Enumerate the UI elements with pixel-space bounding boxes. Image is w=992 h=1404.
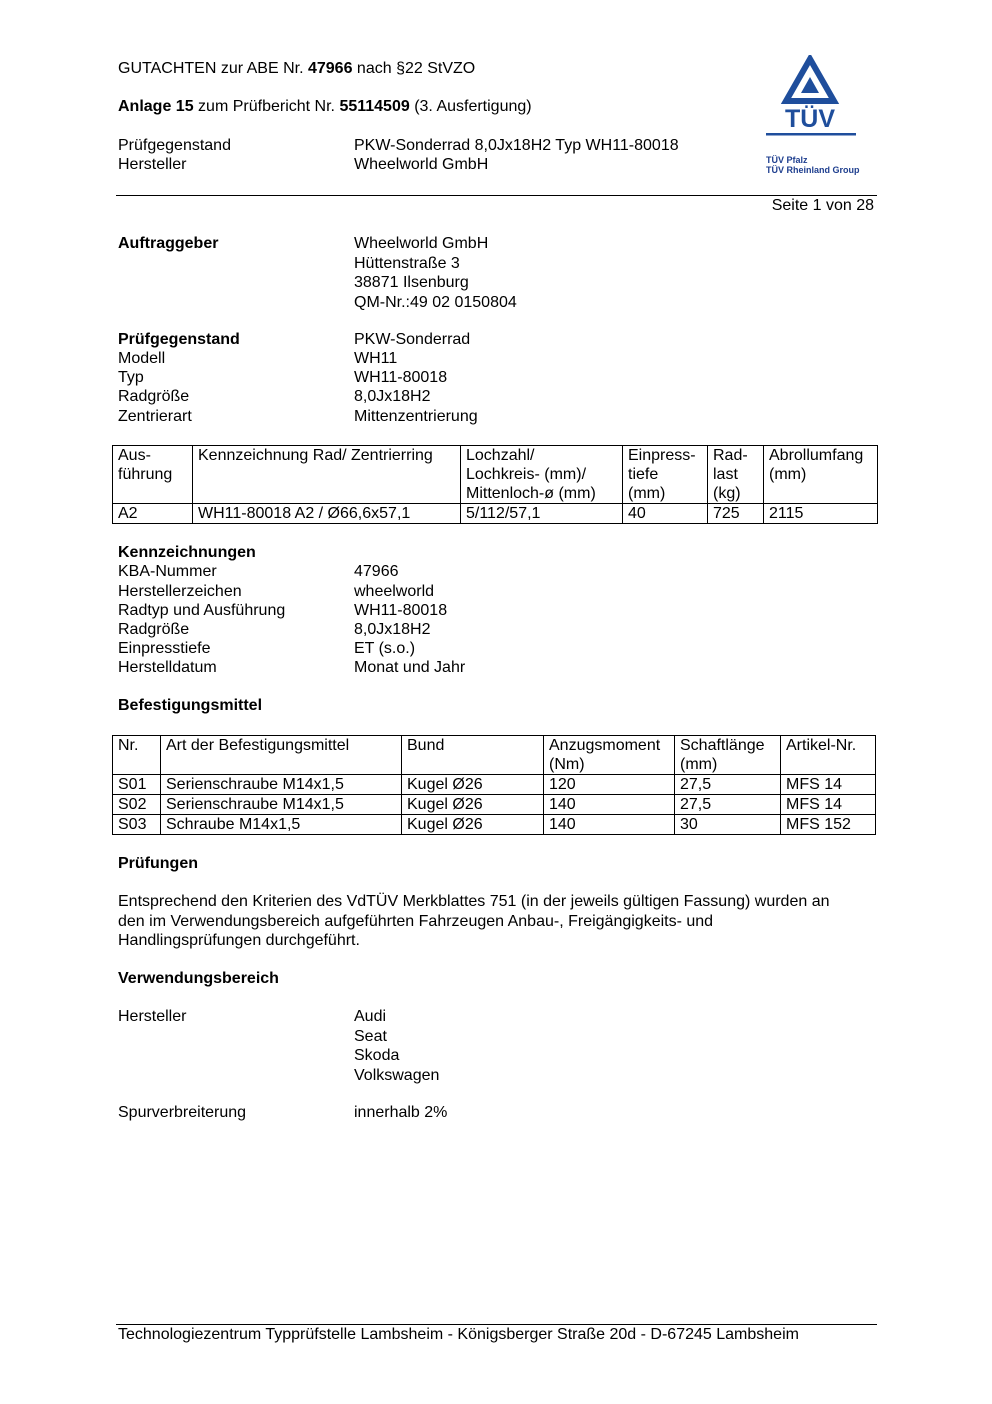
value: 8,0Jx18H2	[354, 621, 431, 638]
label: Radgröße	[118, 388, 190, 405]
cell: A2	[113, 504, 193, 524]
value: 8,0Jx18H2	[354, 388, 431, 405]
table-row	[113, 775, 876, 795]
auftraggeber-lines	[354, 234, 517, 312]
cell: MFS 14	[781, 795, 876, 815]
cell: 27,5	[675, 795, 781, 815]
label: Hersteller	[118, 1008, 187, 1025]
list-item: Skoda	[354, 1047, 400, 1064]
cell: Kugel Ø26	[402, 775, 544, 795]
col-header-artikel: Artikel-Nr.	[781, 736, 876, 775]
value: innerhalb 2%	[354, 1104, 448, 1121]
value: PKW-Sonderrad 8,0Jx18H2 Typ WH11-80018	[354, 137, 679, 154]
tuv-logo	[756, 55, 866, 175]
value: Mittenzentrierung	[354, 408, 478, 425]
value: Wheelworld GmbH	[354, 156, 489, 173]
cell: Kugel Ø26	[402, 815, 544, 835]
cell: WH11-80018 A2 / Ø66,6x57,1	[193, 504, 461, 524]
cell: 725	[708, 504, 764, 524]
col-header-lochzahl: Lochzahl/ Lochkreis- (mm)/ Mittenloch-ø (mm)	[461, 446, 623, 504]
table-row	[113, 815, 876, 835]
list-item: Seat	[354, 1027, 387, 1045]
list-item: Volkswagen	[354, 1066, 440, 1084]
paragraph-line: den im Verwendungsbereich aufgeführten Fahrzeugen Anbau-, Freigängigkeits- und	[118, 912, 714, 930]
cell: 120	[544, 775, 675, 795]
pruefungen-title: Prüfungen	[118, 855, 198, 872]
label: Hersteller	[118, 156, 187, 173]
cell: 27,5	[675, 775, 781, 795]
logo-sub1: TÜV Pfalz	[766, 155, 808, 165]
col-header-einpresstiefe: Einpress- tiefe (mm)	[623, 446, 708, 504]
cell: Serienschraube M14x1,5	[161, 775, 402, 795]
anlage-label: Anlage 15	[118, 98, 194, 115]
value: WH11-80018	[354, 369, 448, 386]
auftraggeber-line: QM-Nr.:49 02 0150804	[354, 293, 517, 311]
label: Radgröße	[118, 621, 190, 638]
cell: MFS 152	[781, 815, 876, 835]
value: WH11-80018	[354, 602, 448, 619]
value: Monat und Jahr	[354, 659, 466, 676]
label: KBA-Nummer	[118, 563, 217, 580]
auftraggeber-line: 38871 Ilsenburg	[354, 274, 469, 291]
wheel-table	[112, 445, 878, 524]
cell: Schraube M14x1,5	[161, 815, 402, 835]
cell: Kugel Ø26	[402, 795, 544, 815]
header-title-prefix: GUTACHTEN zur ABE Nr.	[118, 60, 304, 77]
page-number: Seite 1 von 28	[771, 197, 874, 214]
cell: S01	[113, 775, 161, 795]
befestigung-table	[112, 735, 876, 835]
auftraggeber-line: Hüttenstraße 3	[354, 254, 460, 272]
abe-number: 47966	[307, 60, 353, 77]
auftraggeber-label: Auftraggeber	[118, 235, 219, 252]
tuv-triangle-icon	[756, 55, 866, 140]
label: Radtyp und Ausführung	[118, 602, 286, 619]
cell: Serienschraube M14x1,5	[161, 795, 402, 815]
label: Spurverbreiterung	[118, 1104, 247, 1121]
befestigung-title: Befestigungsmittel	[118, 697, 263, 714]
anlage-suffix: (3. Ausfertigung)	[414, 98, 532, 115]
col-header-bund: Bund	[402, 736, 544, 775]
cell: 40	[623, 504, 708, 524]
table-header-row	[113, 736, 876, 775]
col-header-anzugsmoment: Anzugsmoment (Nm)	[544, 736, 675, 775]
value: WH11	[354, 350, 398, 367]
value: 47966	[354, 563, 399, 580]
col-header-abrollumfang: Abrollumfang (mm)	[764, 446, 878, 504]
logo-sub2: TÜV Rheinland Group	[766, 165, 860, 175]
pruefungen-paragraph	[118, 892, 878, 951]
pruefbericht-number: 55114509	[339, 98, 410, 115]
tuv-wordmark: TÜV	[785, 105, 835, 133]
kennzeichnungen-title: Kennzeichnungen	[118, 544, 256, 561]
header-title	[118, 59, 475, 79]
verwendung-title: Verwendungsbereich	[118, 970, 279, 987]
col-header-ausfuehrung: Aus- führung	[113, 446, 193, 504]
value: PKW-Sonderrad	[354, 331, 471, 348]
label: Prüfgegenstand	[118, 137, 231, 154]
table-row	[113, 504, 878, 524]
hersteller-list	[354, 1007, 439, 1085]
paragraph-line: Handlingsprüfungen durchgeführt.	[118, 932, 360, 949]
label: Herstelldatum	[118, 659, 217, 676]
cell: 5/112/57,1	[461, 504, 623, 524]
cell: 140	[544, 815, 675, 835]
col-header-radlast: Rad- last (kg)	[708, 446, 764, 504]
footer-text: Technologiezentrum Typprüfstelle Lambsheim - Königsberger Straße 20d - D-67245 Lambsheim	[118, 1326, 799, 1343]
anlage-line	[118, 97, 532, 117]
value: ET (s.o.)	[354, 640, 416, 657]
cell: MFS 14	[781, 775, 876, 795]
table-header-row	[113, 446, 878, 504]
col-header-art: Art der Befestigungsmittel	[161, 736, 402, 775]
label: Zentrierart	[118, 408, 192, 425]
cell: S02	[113, 795, 161, 815]
label: Typ	[118, 369, 144, 386]
auftraggeber-line: Wheelworld GmbH	[354, 235, 489, 252]
label: Herstellerzeichen	[118, 583, 242, 600]
anlage-mid: zum Prüfbericht Nr.	[198, 98, 335, 115]
header-divider	[116, 195, 877, 196]
label: Einpresstiefe	[118, 640, 211, 657]
cell: 140	[544, 795, 675, 815]
value: wheelworld	[354, 583, 435, 600]
list-item: Audi	[354, 1008, 387, 1025]
cell: S03	[113, 815, 161, 835]
label: Modell	[118, 350, 166, 367]
label: Prüfgegenstand	[118, 331, 240, 348]
table-row	[113, 795, 876, 815]
col-header-schaftlaenge: Schaftlänge (mm)	[675, 736, 781, 775]
paragraph-line: Entsprechend den Kriterien des VdTÜV Merkblattes 751 (in der jeweils gültigen Fassung) wurden an	[118, 893, 830, 910]
cell: 2115	[764, 504, 878, 524]
col-header-kennzeichnung: Kennzeichnung Rad/ Zentrierring	[193, 446, 461, 504]
cell: 30	[675, 815, 781, 835]
header-title-suffix: nach §22 StVZO	[356, 60, 476, 77]
col-header-nr: Nr.	[113, 736, 161, 775]
